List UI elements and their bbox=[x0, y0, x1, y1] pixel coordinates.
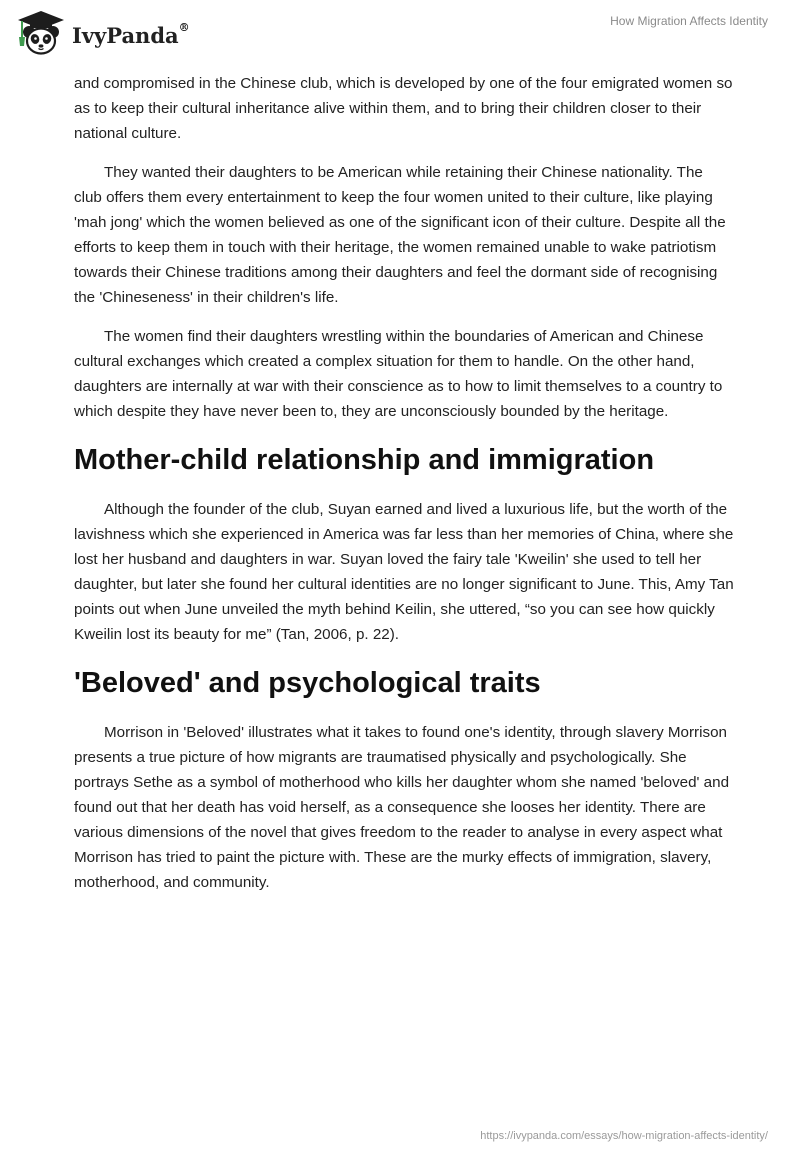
source-url[interactable]: https://ivypanda.com/essays/how-migration-affects-identity/ bbox=[480, 1130, 768, 1142]
page-header bbox=[0, 0, 800, 70]
paragraph: They wanted their daughters to be American while retaining their Chinese nationality. The club offers them every entertainment to keep the four women united to their culture, like playing 'mah jong' which the women believed as one of the significant icon of their culture. Despite all the efforts to keep them in touch with their heritage, the women remained unable to wake patriotism towards their Chinese traditions among their daughters and feel the dormant side of recognising the 'Chineseness' in their children's life. bbox=[74, 164, 726, 306]
paragraph: and compromised in the Chinese club, which is developed by one of the four emigrated women so as to keep their cultural inheritance alive within them, and to bring their children closer to their national culture. bbox=[74, 75, 733, 142]
section-heading: 'Beloved' and psychological traits bbox=[74, 667, 541, 699]
panda-graduate-icon bbox=[14, 8, 68, 58]
essay-content bbox=[74, 71, 734, 909]
paragraph: Morrison in 'Beloved' illustrates what it takes to found one's identity, through slavery Morrison presents a true picture of how migrants are traumatised physically and psychologically. She portrays Sethe as a symbol of motherhood who kills her daughter whom she named 'beloved' and found out that her death has void herself, as a consequence she looses her identity. There are various dimensions of the novel that gives freedom to the reader to analyse in every aspect what Morrison has tried to paint the picture with. These are the murky effects of immigration, slavery, motherhood, and community. bbox=[74, 724, 730, 891]
ivypanda-logo[interactable] bbox=[14, 8, 190, 58]
paragraph: The women find their daughters wrestling within the boundaries of American and Chinese cultural exchanges which created a complex situation for them to handle. On the other hand, daughters are internally at war with their conscience as to how to limit themselves to a country to which despite they have never been to, they are unconsciously bounded by the heritage. bbox=[74, 328, 723, 420]
section-heading: Mother-child relationship and immigration bbox=[74, 444, 655, 476]
brand-name: IvyPanda® bbox=[72, 20, 190, 48]
document-title: How Migration Affects Identity bbox=[610, 14, 768, 28]
registered-mark: ® bbox=[178, 20, 190, 34]
paragraph: Although the founder of the club, Suyan earned and lived a luxurious life, but the worth of the lavishness which she experienced in America was far less than her memories of China, where she lost her husband and daughters in war. Suyan loved the fairy tale 'Kweilin' she used to tell her daughter, but later she found her cultural identities are no longer significant to June. This, Amy Tan points out when June unveiled the myth behind Keilin, she uttered, “so you can see how quickly Kweilin lost its beauty for me” (Tan, 2006, p. 22). bbox=[74, 501, 734, 643]
